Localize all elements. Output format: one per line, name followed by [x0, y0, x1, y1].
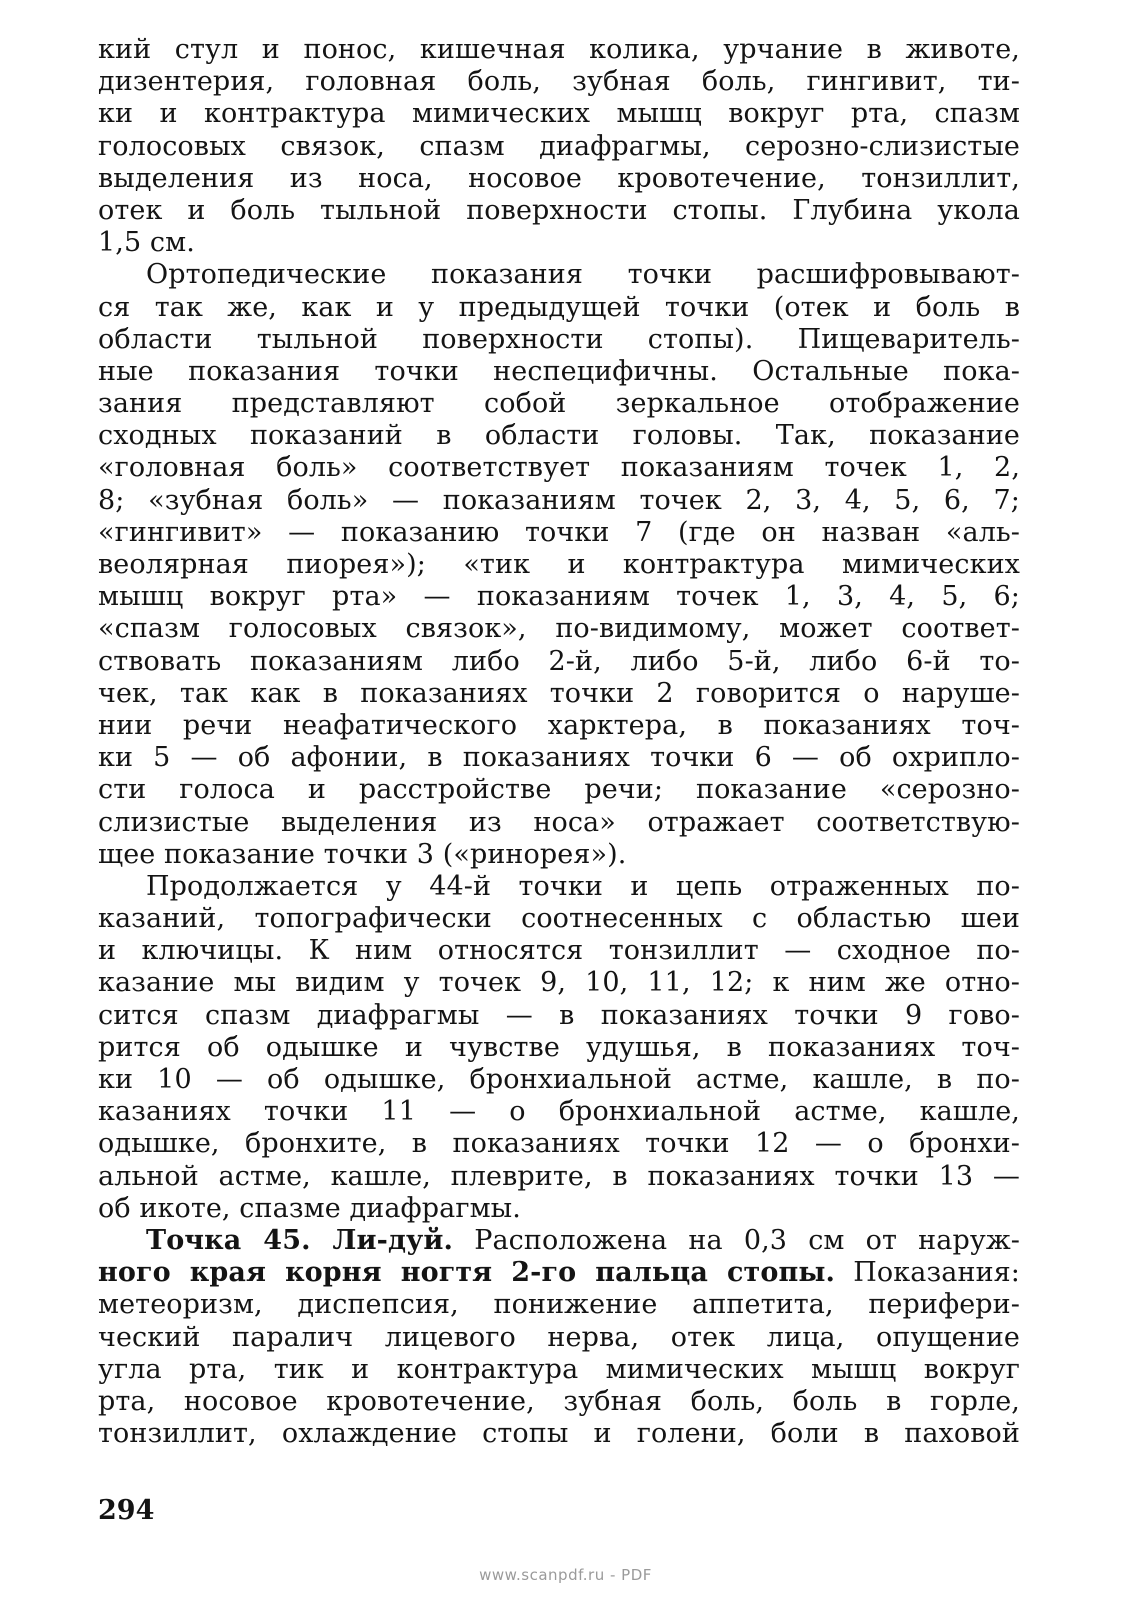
page-number: 294: [98, 1495, 155, 1526]
text-line: «гингивит» — показанию точки 7 (где он назван «аль-: [98, 516, 1020, 548]
text-line: сходных показаний в области головы. Так, показание: [98, 420, 1020, 452]
text-line: Ортопедические показания точки расшифровывают-: [146, 259, 1020, 291]
point-45-intro: Расположена на 0,3 см от наруж-: [453, 1224, 1020, 1256]
text-line: нии речи неафатического харктера, в показаниях точ-: [98, 709, 1020, 741]
text-line: «головная боль» соответствует показаниям точек 1, 2,: [98, 452, 1020, 484]
text-line: одышке, бронхите, в показаниях точки 12 — о бронхи-: [98, 1128, 1020, 1160]
text-line: веолярная пиорея»); «тик и контрактура мимических: [98, 549, 1020, 580]
text-line: казаний, топографически соотнесенных с областью шеи: [98, 903, 1020, 935]
text-line: ные показания точки неспецифичны. Остальные пока-: [98, 355, 1020, 387]
point-45-location: ного края корня ногтя 2-го пальца стопы.: [98, 1257, 836, 1289]
point-45-line-1: [98, 1225, 1020, 1257]
text-line: отек и боль тыльной поверхности стопы. Глубина укола: [98, 194, 1020, 226]
text-line: сится спазм диафрагмы — в показаниях точки 9 гово-: [98, 999, 1020, 1031]
text-line: ки и контрактура мимических мышц вокруг рта, спазм: [98, 98, 1020, 130]
point-45-heading: Точка 45. Ли-дуй.: [146, 1224, 454, 1256]
text-line: кий стул и понос, кишечная колика, урчание в животе,: [98, 34, 1020, 65]
text-line: дизентерия, головная боль, зубная боль, гингивит, ти-: [98, 66, 1020, 98]
text-line: «спазм голосовых связок», по-видимому, может соответ-: [98, 613, 1020, 645]
text-line: угла рта, тик и контрактура мимических мышц вокруг: [98, 1353, 1020, 1385]
text-line: выделения из носа, носовое кровотечение, тонзиллит,: [98, 162, 1020, 194]
point-45-line-2: [98, 1257, 1020, 1289]
point-45-text: [98, 1289, 1020, 1450]
text-line: казание мы видим у точек 9, 10, 11, 12; к ним же отно-: [98, 967, 1020, 999]
page-text: [98, 34, 1020, 1450]
text-line: 1,5 см.: [98, 227, 195, 259]
text-line: об икоте, спазме диафрагмы.: [98, 1192, 521, 1224]
text-line: рится об одышке и чувстве удушья, в показаниях точ-: [98, 1031, 1020, 1063]
text-line: ческий паралич лицевого нерва, отек лица, опущение: [98, 1321, 1020, 1353]
text-line: и ключицы. К ним относятся тонзиллит — сходное по-: [98, 935, 1020, 967]
point-45-indications-label: Показания:: [835, 1257, 1020, 1289]
text-line: ки 5 — об афонии, в показаниях точки 6 — об охрипло-: [98, 742, 1020, 774]
text-line: зания представляют собой зеркальное отображение: [98, 388, 1020, 420]
text-line: голосовых связок, спазм диафрагмы, серозно-слизистые: [98, 130, 1020, 162]
text-line: мышц вокруг рта» — показаниям точек 1, 3, 4, 5, 6;: [98, 581, 1020, 613]
text-line: ки 10 — об одышке, бронхиальной астме, кашле, в по-: [98, 1064, 1020, 1095]
text-line: области тыльной поверхности стопы). Пищеваритель-: [98, 323, 1020, 355]
text-line: альной астме, кашле, плеврите, в показаниях точки 13 —: [98, 1160, 1020, 1192]
body-text: [98, 34, 1020, 1225]
watermark: www.scanpdf.ru - PDF: [479, 1566, 652, 1584]
text-line: чек, так как в показаниях точки 2 говорится о наруше-: [98, 677, 1020, 709]
text-line: щее показание точки 3 («ринорея»).: [98, 838, 627, 870]
text-line: ся так же, как и у предыдущей точки (отек и боль в: [98, 291, 1020, 323]
text-line: ствовать показаниям либо 2-й, либо 5-й, либо 6-й то-: [98, 645, 1020, 677]
text-line: Продолжается у 44-й точки и цепь отраженных по-: [146, 870, 1020, 902]
text-line: тонзиллит, охлаждение стопы и голени, боли в паховой: [98, 1418, 1020, 1450]
text-line: казаниях точки 11 — о бронхиальной астме, кашле,: [98, 1096, 1020, 1128]
text-line: сти голоса и расстройстве речи; показание «серозно-: [98, 774, 1020, 806]
text-line: метеоризм, диспепсия, понижение аппетита, перифери-: [98, 1289, 1020, 1321]
text-line: 8; «зубная боль» — показаниям точек 2, 3, 4, 5, 6, 7;: [98, 484, 1020, 516]
text-line: слизистые выделения из носа» отражает соответствую-: [98, 806, 1020, 838]
text-line: рта, носовое кровотечение, зубная боль, боль в горле,: [98, 1385, 1020, 1417]
